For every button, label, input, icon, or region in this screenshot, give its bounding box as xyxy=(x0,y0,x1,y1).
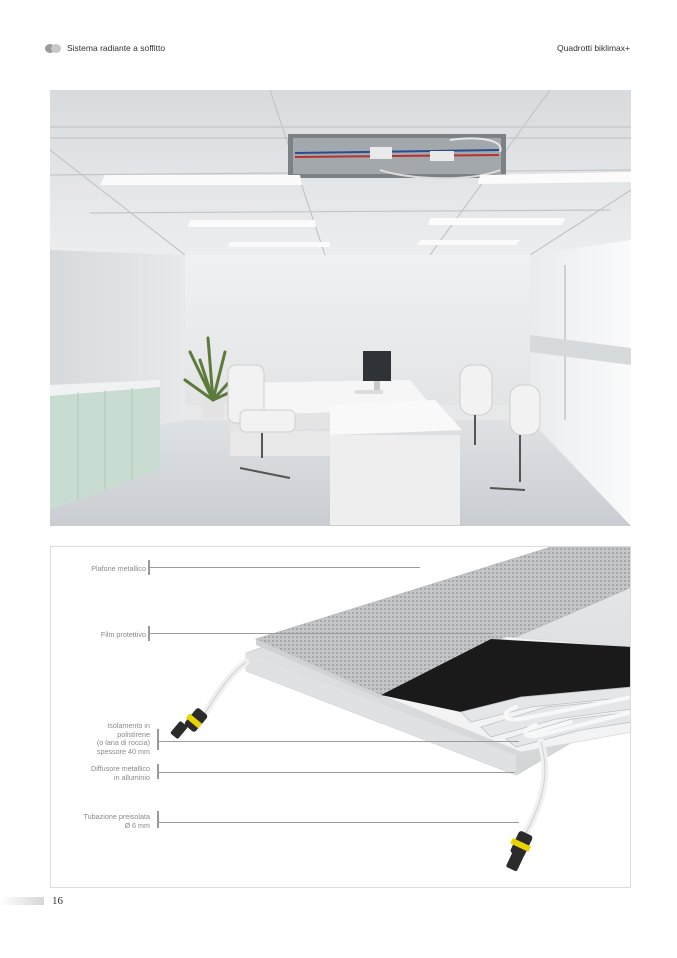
label-diffusore: Diffusore metallico in alluminio xyxy=(91,764,150,782)
leader-line xyxy=(159,822,519,823)
panel-exploded-view xyxy=(51,547,631,888)
label-tick xyxy=(157,729,159,750)
leader-line xyxy=(159,741,519,742)
pipe-connector-icon xyxy=(506,830,534,872)
label-isolamento: Isolamento in polistirene (o lana di roccia) spessore 40 mm xyxy=(96,721,150,756)
brand-logo-icon xyxy=(45,44,61,53)
office-photo xyxy=(50,90,631,526)
section-title: Sistema radiante a soffitto xyxy=(67,43,166,53)
page-number: 16 xyxy=(52,895,63,907)
label-tick xyxy=(157,811,159,828)
footer-gradient-bar xyxy=(0,897,44,905)
product-name: Quadrotti biklimax+ xyxy=(557,43,630,53)
label-film: Film protettivo xyxy=(100,630,146,639)
label-tubazione: Tubazione preisolata Ø 6 mm xyxy=(83,812,150,830)
leader-line xyxy=(150,633,492,634)
leader-line xyxy=(159,772,515,773)
pipe-connector-icon xyxy=(170,707,208,739)
label-plafone: Plafone metallico xyxy=(91,564,146,573)
radiant-panel-diagram xyxy=(50,546,631,888)
running-header xyxy=(45,43,165,53)
leader-line xyxy=(150,567,420,568)
